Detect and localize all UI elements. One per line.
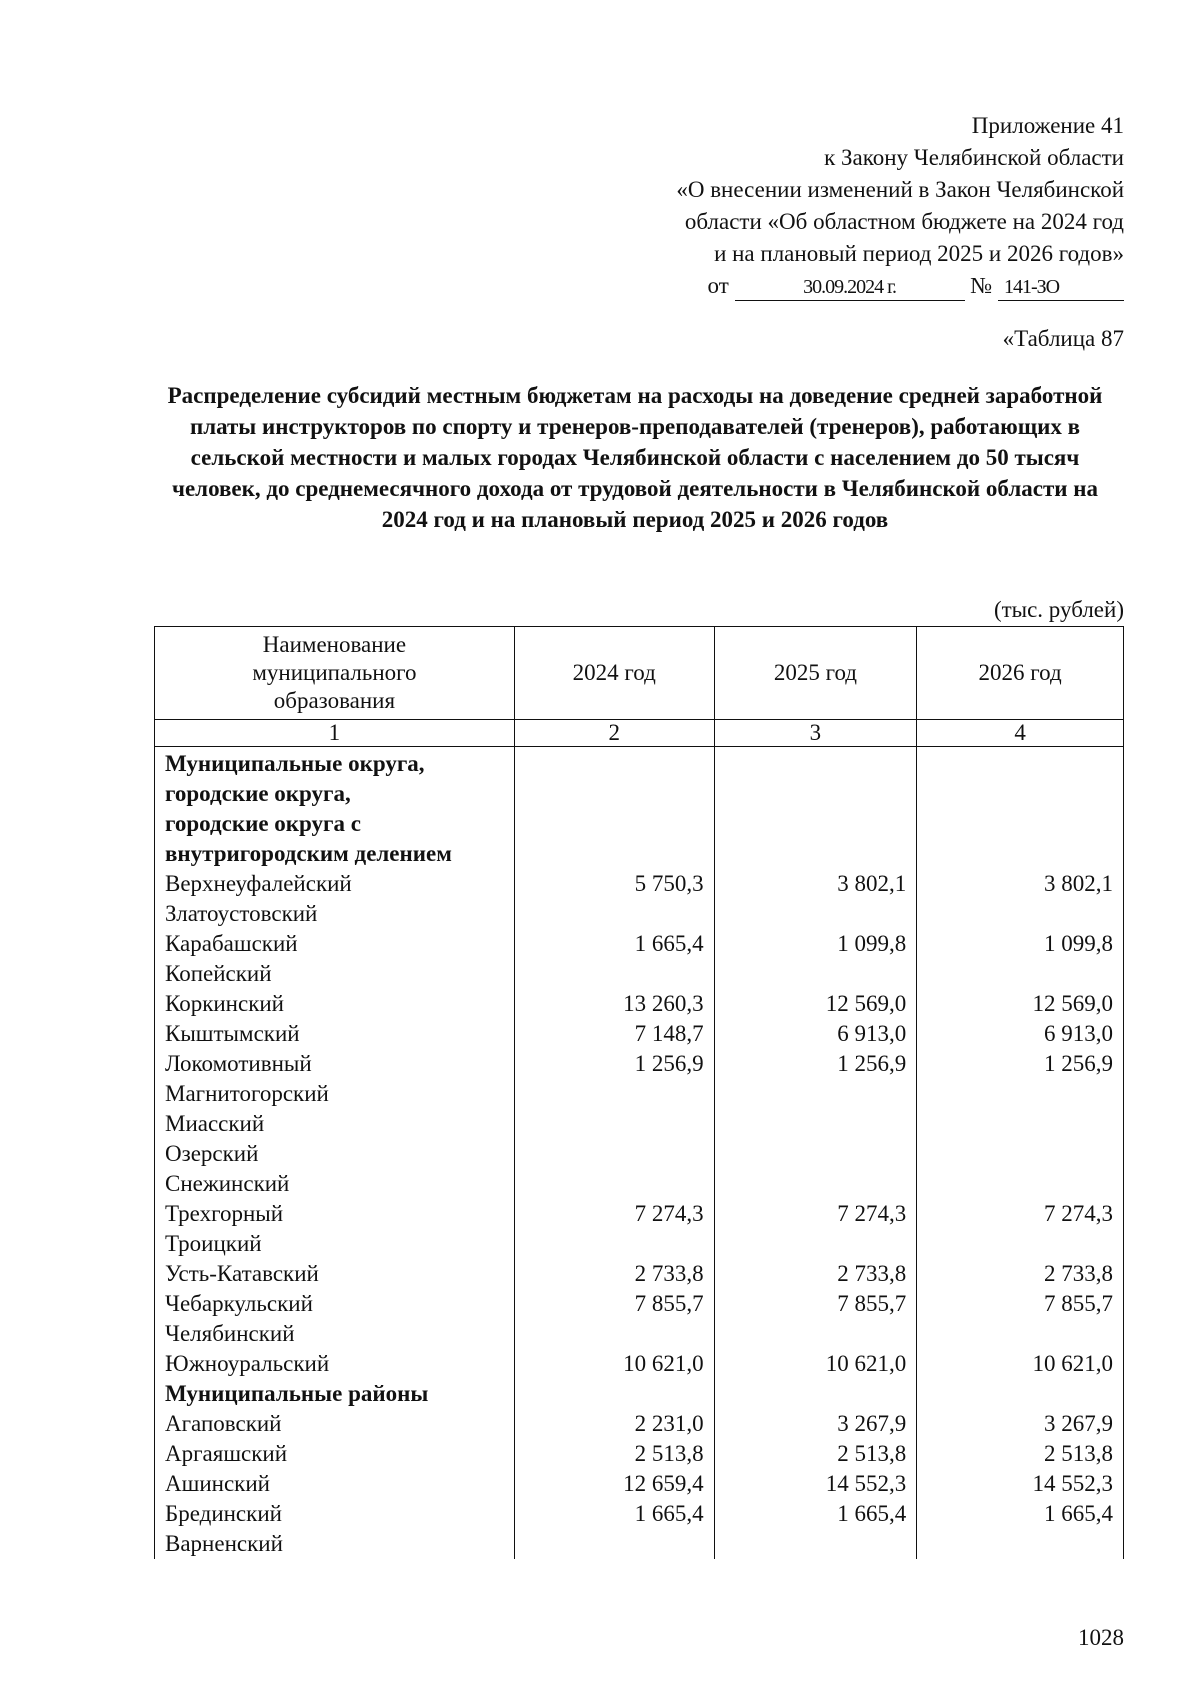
column-header-name [155,627,515,720]
row-name: Усть-Катавский [155,1259,515,1289]
value-2026 [917,1379,1124,1409]
table-row [155,1349,1124,1379]
column-header-name-text: Наименование муниципального образования [252,632,417,713]
column-header-2026: 2026 год [917,627,1124,720]
value-2024 [514,1379,714,1409]
value-2024 [514,1319,714,1349]
value-2025: 6 913,0 [714,1019,917,1049]
row-name: Снежинский [155,1169,515,1199]
row-name: Златоустовский [155,899,515,929]
value-2025: 14 552,3 [714,1469,917,1499]
column-number: 4 [917,720,1124,747]
value-2024: 12 659,4 [514,1469,714,1499]
table-group-row [155,839,1124,869]
table-row [155,899,1124,929]
appendix-line: «О внесении изменений в Закон Челябинской [676,177,1124,202]
column-header-2024: 2024 год [514,627,714,720]
table-row [155,1499,1124,1529]
table-row [155,1199,1124,1229]
row-name: Коркинский [155,989,515,1019]
row-name: Магнитогорский [155,1079,515,1109]
table-row [155,869,1124,899]
table-row [155,1319,1124,1349]
value-2024 [514,1229,714,1259]
value-2026 [917,1139,1124,1169]
value-2025: 7 855,7 [714,1289,917,1319]
row-name: Ашинский [155,1469,515,1499]
row-name: Чебаркульский [155,1289,515,1319]
table-row [155,1259,1124,1289]
table-group-row [155,1379,1124,1409]
value-2024 [514,899,714,929]
table-group-row [155,747,1124,780]
table-row [155,1289,1124,1319]
row-name: Варненский [155,1529,515,1559]
table-row [155,1439,1124,1469]
value-2024 [514,1169,714,1199]
value-2025 [714,959,917,989]
appendix-header [564,110,1124,302]
row-name: Верхнеуфалейский [155,869,515,899]
value-2026 [917,899,1124,929]
column-number: 2 [514,720,714,747]
column-header-2025: 2025 год [714,627,917,720]
value-2026: 3 267,9 [917,1409,1124,1439]
date-prefix: от [707,273,729,298]
value-2024: 1 665,4 [514,929,714,959]
value-2026 [917,959,1124,989]
table-header-row [155,627,1124,720]
value-2026 [917,1319,1124,1349]
value-2024: 13 260,3 [514,989,714,1019]
appendix-line: к Закону Челябинской области [824,145,1124,170]
value-2025 [714,1319,917,1349]
value-2024 [514,1079,714,1109]
appendix-line: области «Об областном бюджете на 2024 год [684,209,1124,234]
page-number: 1028 [1078,1625,1124,1650]
table-group-row [155,809,1124,839]
table-row [155,959,1124,989]
value-2026 [917,1109,1124,1139]
value-2024: 2 733,8 [514,1259,714,1289]
value-2026 [917,779,1124,809]
table-row [155,989,1124,1019]
number-value: 141-ЗО [998,274,1124,301]
row-name: Озерский [155,1139,515,1169]
table-row [155,1019,1124,1049]
value-2024 [514,1139,714,1169]
row-name: Челябинский [155,1319,515,1349]
value-2025: 7 274,3 [714,1199,917,1229]
value-2025: 12 569,0 [714,989,917,1019]
value-2025: 3 267,9 [714,1409,917,1439]
value-2025: 2 733,8 [714,1259,917,1289]
value-2025 [714,747,917,780]
row-name: городские округа, [155,779,515,809]
value-2026: 3 802,1 [917,869,1124,899]
value-2024: 2 231,0 [514,1409,714,1439]
value-2026: 7 855,7 [917,1289,1124,1319]
value-2024 [514,747,714,780]
value-2024 [514,1529,714,1559]
table-row [155,929,1124,959]
column-number-row [155,720,1124,747]
value-2025 [714,1169,917,1199]
value-2024: 7 148,7 [514,1019,714,1049]
table-body [155,747,1124,1560]
value-2026: 14 552,3 [917,1469,1124,1499]
row-name: Миасский [155,1109,515,1139]
date-number-line [564,270,1124,302]
value-2026: 1 099,8 [917,929,1124,959]
value-2025: 3 802,1 [714,869,917,899]
value-2024: 1 665,4 [514,1499,714,1529]
value-2026: 12 569,0 [917,989,1124,1019]
value-2025: 2 513,8 [714,1439,917,1469]
value-2026 [917,1529,1124,1559]
value-2025 [714,1379,917,1409]
value-2024: 5 750,3 [514,869,714,899]
value-2026 [917,839,1124,869]
value-2026: 2 513,8 [917,1439,1124,1469]
value-2025 [714,1229,917,1259]
document-title: Распределение субсидий местным бюджетам на расходы на доведение средней заработной платы инструкторов по спорту и тренеров-преподавателей (тренеров), работающих в сельской местности и малых городах Челябинской области с населением до 50 тысяч человек, до среднемесячного дохода от трудовой деятельности в Челябинской области на 2024 год и на плановый период 2025 и 2026 годов [167,383,1103,532]
value-2026 [917,1079,1124,1109]
value-2026: 1 256,9 [917,1049,1124,1079]
value-2025 [714,809,917,839]
column-number: 3 [714,720,917,747]
appendix-line: Приложение 41 [971,113,1124,138]
row-name: Муниципальные районы [155,1379,515,1409]
units-label: (тыс. рублей) [993,597,1124,622]
table-row [155,1079,1124,1109]
row-name: городские округа с [155,809,515,839]
table-row [155,1409,1124,1439]
row-name: Южноуральский [155,1349,515,1379]
value-2025 [714,899,917,929]
value-2024: 1 256,9 [514,1049,714,1079]
table-row [155,1049,1124,1079]
value-2025: 10 621,0 [714,1349,917,1379]
row-name: Копейский [155,959,515,989]
value-2026: 7 274,3 [917,1199,1124,1229]
value-2025 [714,1079,917,1109]
value-2024 [514,1109,714,1139]
row-name: Кыштымский [155,1019,515,1049]
column-number: 1 [155,720,515,747]
value-2026: 6 913,0 [917,1019,1124,1049]
row-name: Локомотивный [155,1049,515,1079]
value-2024: 10 621,0 [514,1349,714,1379]
row-name: Аргаяшский [155,1439,515,1469]
value-2024: 7 855,7 [514,1289,714,1319]
value-2024 [514,839,714,869]
value-2025: 1 256,9 [714,1049,917,1079]
table-row [155,1109,1124,1139]
row-name: Агаповский [155,1409,515,1439]
value-2025 [714,1139,917,1169]
table-row [155,1469,1124,1499]
table-row [155,1229,1124,1259]
row-name: Трехгорный [155,1199,515,1229]
value-2026 [917,747,1124,780]
value-2025 [714,1529,917,1559]
value-2025: 1 665,4 [714,1499,917,1529]
value-2024: 2 513,8 [514,1439,714,1469]
value-2025 [714,1109,917,1139]
number-prefix: № [970,273,993,298]
table-row [155,1169,1124,1199]
appendix-line: и на плановый период 2025 и 2026 годов» [714,241,1124,266]
value-2024: 7 274,3 [514,1199,714,1229]
value-2025: 1 099,8 [714,929,917,959]
value-2026 [917,809,1124,839]
value-2025 [714,839,917,869]
value-2024 [514,809,714,839]
value-2026 [917,1169,1124,1199]
value-2025 [714,779,917,809]
value-2026: 2 733,8 [917,1259,1124,1289]
value-2026: 1 665,4 [917,1499,1124,1529]
row-name: Муниципальные округа, [155,747,515,780]
row-name: Брединский [155,1499,515,1529]
value-2026 [917,1229,1124,1259]
value-2024 [514,959,714,989]
date-value: 30.09.2024 г. [735,274,965,301]
table-label: «Таблица 87 [1002,326,1124,351]
value-2026: 10 621,0 [917,1349,1124,1379]
row-name: внутригородским делением [155,839,515,869]
subsidy-table [154,626,1124,1559]
row-name: Карабашский [155,929,515,959]
value-2024 [514,779,714,809]
table-row [155,1139,1124,1169]
table-row [155,1529,1124,1559]
row-name: Троицкий [155,1229,515,1259]
table-group-row [155,779,1124,809]
